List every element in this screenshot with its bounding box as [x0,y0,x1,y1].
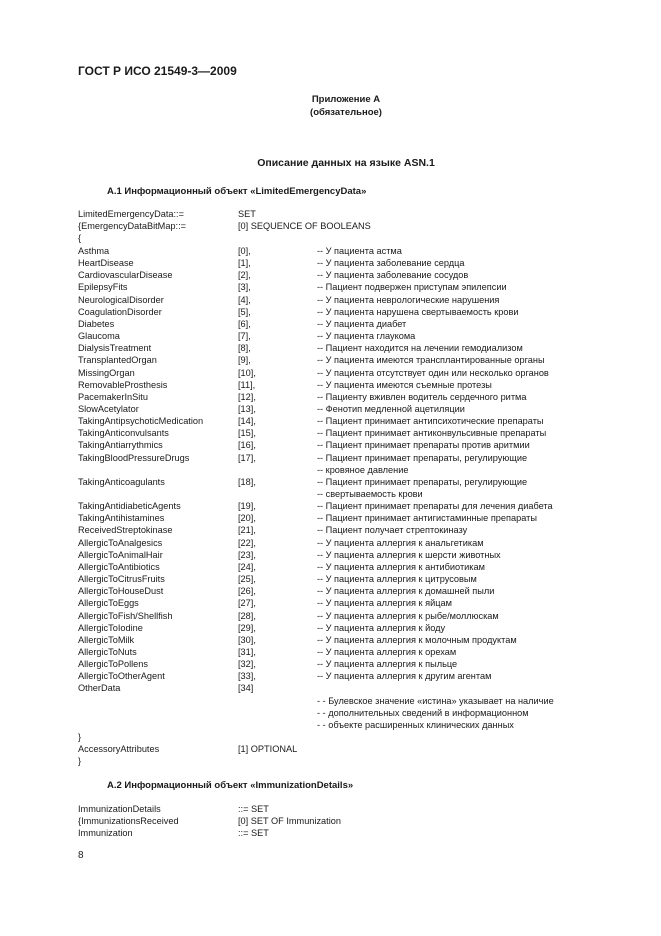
code-comment: -- кровяное давление [317,464,409,475]
appendix-status: (обязательное) [310,107,382,118]
code-definition: [19], [238,501,256,512]
code-definition: [27], [238,598,256,609]
code-comment: -- Пациент принимает антиконвульсивные препараты [317,428,547,439]
code-identifier: EpilepsyFits [78,282,128,293]
document-title: Описание данных на языке ASN.1 [257,157,435,169]
code-definition: [15], [238,428,256,439]
code-definition: [10], [238,367,256,378]
code-identifier: AllergicToCitrusFruits [78,574,165,585]
code-definition: [12], [238,391,256,402]
code-definition: [5], [238,306,251,317]
code-comment: -- У пациента неврологические нарушения [317,294,500,305]
code-identifier: Immunization [78,828,133,839]
code-identifier: } [78,756,82,767]
code-identifier: AllergicToOtherAgent [78,671,165,682]
code-definition: ::= SET [238,804,269,814]
code-identifier: AllergicToEggs [78,598,139,609]
code-comment: -- Пациент получает стрептокиназу [317,525,468,536]
code-definition: [17], [238,452,256,463]
code-comment: -- Пациент принимает антигистаминные препараты [317,513,537,524]
code-comment: -- У пациента аллергия к антибиотикам [317,561,485,572]
code-definition: [0] SEQUENCE OF BOOLEANS [238,221,371,232]
code-comment: -- У пациента аллергия к орехам [317,646,457,657]
code-identifier: {ImmunizationsReceived [78,816,179,827]
code-identifier: AccessoryAttributes [78,744,160,755]
code-identifier: AllergicToPollens [78,659,148,670]
code-identifier: TakingAntiarrythmics [78,440,163,451]
code-identifier: AllergicToNuts [78,646,137,657]
code-comment: -- У пациента заболевание сердца [317,258,465,269]
code-comment: - - Булевское значение «истина» указывает на наличие [317,696,554,706]
code-definition: [20], [238,513,256,524]
code-comment: -- У пациента аллергия к молочным продуктам [317,634,517,645]
code-identifier: AllergicToIodine [78,622,143,633]
code-identifier: TransplantedOrgan [78,355,157,366]
code-comment: - - дополнительных сведений в информационном [317,708,529,719]
code-identifier: CardiovascularDisease [78,270,173,281]
code-comment: -- У пациента аллергия к яйцам [317,598,452,609]
code-comment: -- У пациента аллергия к йоду [317,622,446,633]
code-identifier: AllergicToFish/Shellfish [78,610,173,621]
code-identifier: } [78,732,82,742]
code-definition: [24], [238,561,256,572]
code-definition: [1] OPTIONAL [238,744,298,755]
code-definition: [22], [238,537,256,548]
code-definition: [30], [238,634,256,645]
code-definition: [4], [238,294,251,305]
code-identifier: AllergicToAnalgesics [78,537,163,548]
code-identifier: TakingAntipsychoticMedication [78,416,204,427]
section-heading-a1: А.1 Информационный объект «LimitedEmergencyData» [107,186,367,197]
code-identifier: SlowAcetylator [78,403,139,414]
code-definition: [11], [238,379,256,390]
code-definition: [31], [238,646,256,657]
code-comment: -- У пациента аллергия к анальгетикам [317,537,484,548]
code-definition: [7], [238,331,251,342]
code-definition: ::= SET [238,828,269,839]
code-definition: [18], [238,476,256,487]
code-definition: [21], [238,525,256,536]
code-definition: [9], [238,355,251,366]
code-identifier: RemovableProsthesis [78,379,168,390]
code-comment: -- Пациент находится на лечении гемодиализом [317,343,523,354]
code-identifier: LimitedEmergencyData::= [78,209,184,219]
code-comment: -- У пациента заболевание сосудов [317,270,469,281]
code-identifier: TakingAnticonvulsants [78,428,169,439]
code-comment: -- Пациенту вживлен водитель сердечного ритма [317,391,527,402]
section-heading-a2: А.2 Информационный объект «ImmunizationDetails» [107,780,354,791]
code-definition: [28], [238,610,256,621]
code-identifier: ReceivedStreptokinase [78,525,173,536]
code-comment: -- У пациента аллергия к шерсти животных [317,549,501,560]
code-definition: [1], [238,258,251,269]
code-definition: [6], [238,318,251,329]
code-comment: -- У пациента аллергия к рыбе/моллюскам [317,610,499,621]
page-number: 8 [78,850,84,861]
code-comment: -- У пациента аллергия к домашней пыли [317,586,495,597]
code-identifier: PacemakerInSitu [78,391,148,402]
code-comment: -- Пациент подвержен приступам эпилепсии [317,282,507,293]
code-definition: [14], [238,416,256,427]
code-identifier: {EmergencyDataBitMap::= [78,221,187,232]
code-definition: [34] [238,683,254,694]
code-comment: -- У пациента имеются съемные протезы [317,379,492,390]
code-comment: -- У пациента аллергия к пыльце [317,659,458,670]
code-identifier: AllergicToAntibiotics [78,561,160,572]
code-identifier: MissingOrgan [78,367,135,378]
code-identifier: Diabetes [78,318,115,329]
code-identifier: OtherData [78,683,121,694]
code-comment: -- Пациент принимает препараты, регулирующие [317,452,528,463]
code-definition: [29], [238,622,256,633]
code-identifier: AllergicToHouseDust [78,586,164,597]
code-identifier: TakingAntidiabeticAgents [78,501,181,512]
appendix-title: Приложение А [311,94,381,105]
code-comment: -- У пациента диабет [317,318,407,329]
code-definition: [13], [238,403,256,414]
code-definition: [16], [238,440,256,451]
code-comment: -- Пациент принимает антипсихотические препараты [317,416,544,427]
document-header: ГОСТ Р ИСО 21549-3—2009 [78,64,237,78]
code-definition: [8], [238,343,251,354]
code-definition: [2], [238,270,251,281]
code-definition: [32], [238,659,256,670]
code-identifier: CoagulationDisorder [78,306,162,317]
code-identifier: NeurologicalDisorder [78,294,164,305]
code-comment: -- У пациента астма [317,246,402,256]
code-comment: -- У пациента нарушена свертываемость крови [317,306,519,317]
code-definition: [25], [238,574,256,585]
code-comment: - - объекте расширенных клинических данных [317,720,514,731]
code-identifier: Glaucoma [78,331,120,342]
code-identifier: HeartDisease [78,258,134,269]
code-identifier: TakingAntihistamines [78,513,165,524]
code-identifier: { [78,233,82,244]
code-identifier: TakingAnticoagulants [78,476,165,487]
code-comment: -- Фенотип медленной ацетиляции [317,403,465,414]
code-identifier: AllergicToAnimalHair [78,549,163,560]
code-comment: -- У пациента глаукома [317,331,416,342]
code-comment: -- Пациент принимает препараты, регулирующие [317,476,528,487]
code-definition: [33], [238,671,256,682]
code-comment: -- Пациент принимает препараты для лечения диабета [317,501,553,512]
code-comment: -- У пациента отсутствует один или несколько органов [317,367,549,378]
code-definition: [26], [238,586,256,597]
code-identifier: TakingBloodPressureDrugs [78,452,190,463]
code-comment: -- свертываемость крови [317,489,423,499]
code-comment: -- У пациента аллергия к другим агентам [317,671,492,682]
code-identifier: Asthma [78,246,110,256]
code-comment: -- Пациент принимает препараты против аритмии [317,440,530,451]
code-comment: -- У пациента имеются трансплантированные органы [317,355,545,366]
code-identifier: AllergicToMilk [78,634,135,645]
code-definition: [3], [238,282,251,293]
code-definition: [23], [238,549,256,560]
code-identifier: ImmunizationDetails [78,804,161,814]
code-definition: SET [238,209,256,219]
code-definition: [0] SET OF Immunization [238,816,341,827]
code-comment: -- У пациента аллергия к цитрусовым [317,574,477,585]
code-identifier: DialysisTreatment [78,343,152,354]
code-definition: [0], [238,246,251,256]
